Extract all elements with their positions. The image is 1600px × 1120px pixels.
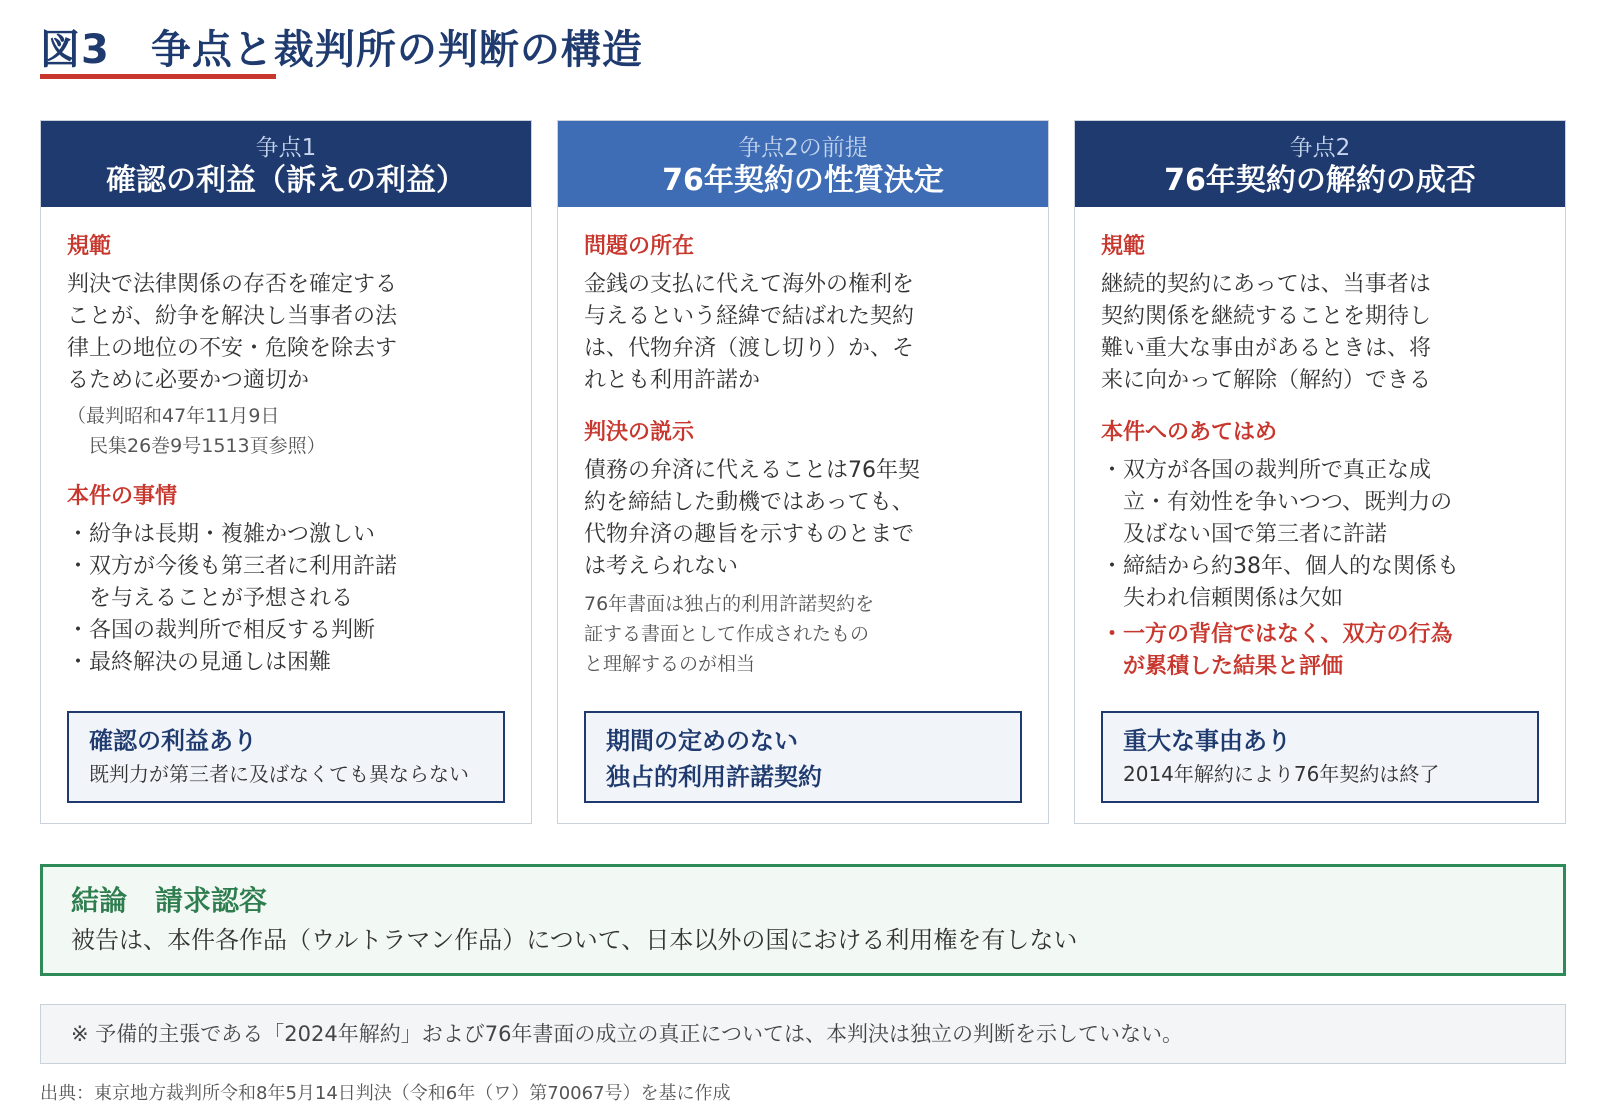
- issue-1-title: 確認の利益（訴えの利益）: [106, 163, 466, 198]
- application-list: [1101, 455, 1461, 683]
- section-line: 判決で法律関係の存否を確定する: [67, 272, 398, 297]
- citation-note: （最判昭和47年11月9日: [67, 405, 280, 427]
- result-text: 2014年解約により76年契約は終了: [1123, 762, 1440, 786]
- conclusion-title: 結論 請求認容: [71, 884, 268, 917]
- section-heading: 本件へのあてはめ: [1101, 420, 1278, 445]
- section-heading: 本件の事情: [67, 484, 178, 509]
- issue-1-body: [41, 207, 531, 679]
- section-line: 難い重大な事由があるときは、将: [1101, 336, 1432, 361]
- issue-2-sub: 争点2: [1289, 135, 1351, 161]
- emphasis-list-item: ・ 一方の背信ではなく、双方の行為が累積した結果と評価: [1101, 619, 1461, 683]
- issue-1-column: [40, 120, 532, 824]
- facts-list: [67, 519, 505, 679]
- section-line: は考えられない: [584, 554, 739, 579]
- issue-2-result: [1101, 711, 1539, 803]
- section-line: 律上の地位の不安・危険を除去す: [67, 336, 398, 361]
- conclusion-text: 被告は、本件各作品（ウルトラマン作品）について、日本以外の国における利用権を有しない: [71, 926, 1078, 954]
- list-item: ・ 締結から約38年、個人的な関係も失われ信頼関係は欠如: [1101, 551, 1461, 615]
- section-line: 継続的契約にあっては、当事者は: [1101, 272, 1431, 297]
- spacer: [67, 461, 505, 481]
- judgment-note: と理解するのが相当: [584, 653, 756, 675]
- issue-2-premise-sub: 争点2の前提: [738, 135, 868, 161]
- section-heading: 判決の説示: [584, 420, 695, 445]
- result-title-line: 期間の定めのない: [606, 727, 798, 755]
- list-item: ・ 最終解決の見通しは困難: [67, 647, 505, 679]
- footnote: ※ 予備的主張である「2024年解約」および76年書面の成立の真正については、本判決は独立の判断を示していない。: [40, 1004, 1566, 1064]
- list-item: ・ 紛争は長期・複雑かつ激しい: [67, 519, 505, 551]
- section-line: 約を締結した動機ではあっても、: [584, 490, 914, 515]
- issue-2-header: [1075, 121, 1565, 207]
- issue-2-title: 76年契約の解約の成否: [1164, 163, 1476, 198]
- section-heading: 問題の所在: [584, 234, 695, 259]
- conclusion-box: [40, 864, 1566, 976]
- list-item: ・ 双方が各国の裁判所で真正な成立・有効性を争いつつ、既判力の及ばない国で第三者に許諾: [1101, 455, 1461, 551]
- figure-title: 図3 争点と裁判所の判断の構造: [40, 27, 643, 73]
- issue-2-column: [1074, 120, 1566, 824]
- section-line: 債務の弁済に代えることは76年契: [584, 458, 920, 483]
- list-item: ・ 各国の裁判所で相反する判断: [67, 615, 505, 647]
- title-underline: [40, 74, 276, 79]
- result-text: 既判力が第三者に及ばなくても異ならない: [89, 762, 469, 786]
- issue-1-result: [67, 711, 505, 803]
- result-title-line: 独占的利用許諾契約: [606, 763, 822, 791]
- spacer: [584, 397, 1022, 417]
- section-heading: 規範: [67, 234, 112, 259]
- issue-2-premise-column: [557, 120, 1049, 824]
- result-title: 重大な事由あり: [1123, 727, 1291, 755]
- section-line: 契約関係を継続することを期待し: [1101, 304, 1432, 329]
- issue-2-premise-body: [558, 207, 1048, 679]
- section-line: 金銭の支払に代えて海外の権利を: [584, 272, 915, 297]
- judgment-note: 76年書面は独占的利用許諾契約を: [584, 593, 875, 615]
- spacer: [1101, 397, 1539, 417]
- source-citation: 出典：東京地方裁判所令和8年5月14日判決（令和6年（ワ）第70067号）を基に作成: [40, 1083, 731, 1104]
- issue-1-header: [41, 121, 531, 207]
- section-line: るために必要かつ適切か: [67, 368, 310, 393]
- issue-2-premise-header: [558, 121, 1048, 207]
- issue-2-premise-result: [584, 711, 1022, 803]
- issue-1-sub: 争点1: [255, 135, 317, 161]
- judgment-note: 証する書面として作成されたもの: [584, 623, 870, 645]
- list-item: ・ 双方が今後も第三者に利用許諾を与えることが予想される: [67, 551, 407, 615]
- result-title: 確認の利益あり: [89, 727, 257, 755]
- section-line: は、代物弁済（渡し切り）か、そ: [584, 336, 915, 361]
- citation-note: 民集26巻9号1513頁参照）: [89, 435, 326, 457]
- section-line: ことが、紛争を解決し当事者の法: [67, 304, 398, 329]
- section-line: れとも利用許諾か: [584, 368, 761, 393]
- issue-2-body: [1075, 207, 1565, 683]
- issue-2-premise-title: 76年契約の性質決定: [662, 163, 944, 198]
- section-line: 来に向かって解除（解約）できる: [1101, 368, 1432, 393]
- section-line: 代物弁済の趣旨を示すものとまで: [584, 522, 915, 547]
- section-heading: 規範: [1101, 234, 1146, 259]
- section-line: 与えるという経緯で結ばれた契約: [584, 304, 915, 329]
